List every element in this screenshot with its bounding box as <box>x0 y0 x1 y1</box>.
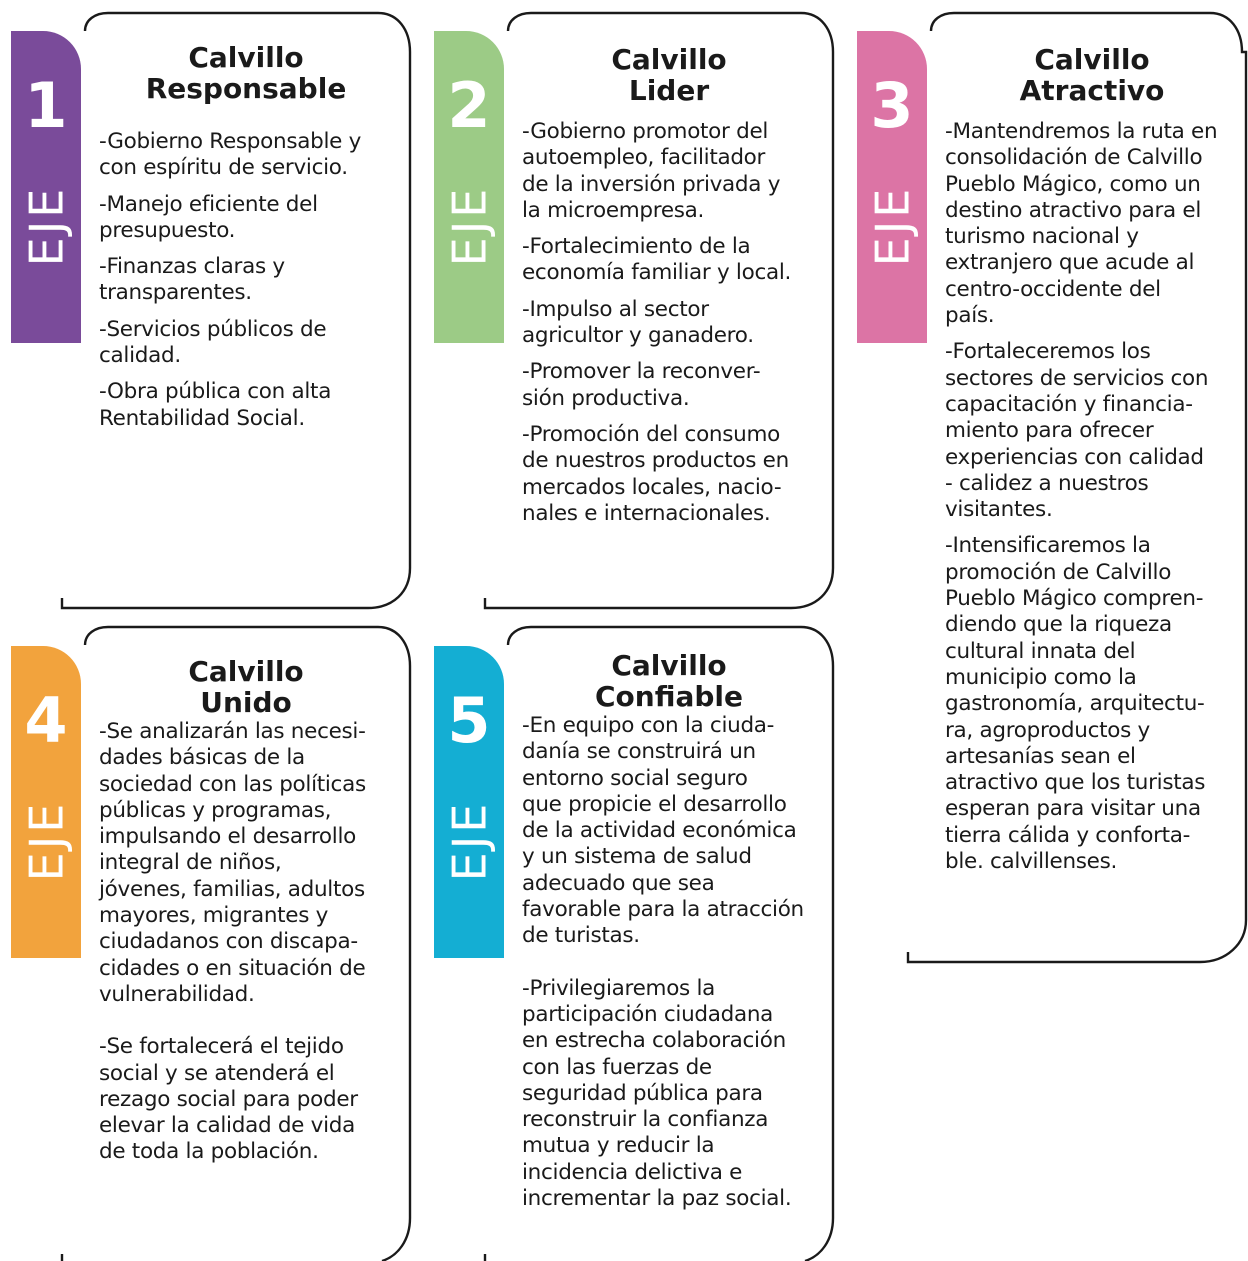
eje-body <box>522 713 827 1238</box>
eje-label: EJE <box>19 800 74 882</box>
eje-item: -Promoción del consumo de nuestros productos en mercados locales, nacio- nales e internacionales. <box>522 421 789 526</box>
eje-title: Calvillo Confiable <box>595 649 743 713</box>
eje-item: -Se fortalecerá el tejido social y se atenderá el rezago social para poder elevar la calidad de vida de toda la población. <box>99 1034 358 1165</box>
eje-item: -Intensificaremos la promoción de Calvillo Pueblo Mágico compren- diendo que la riqueza cultural innata del municipio como la gastronomía, arquitectu- ra, agroproductos y artesanías sean el atractivo que los turistas esperan para visitar una tierra cálida y conforta- ble. calvillenses. <box>945 533 1206 875</box>
eje-item: -Promover la reconver- sión productiva. <box>522 359 761 411</box>
eje-number: 3 <box>870 69 914 142</box>
eje-item: -Mantendremos la ruta en consolidación de Calvillo Pueblo Mágico, como un destino atractivo para el turismo nacional y extranjero que acude al centro-occidente del país. <box>945 119 1218 329</box>
eje-item: -Servicios públicos de calidad. <box>99 316 327 369</box>
eje-title: Calvillo Unido <box>188 655 304 719</box>
eje-label: EJE <box>19 185 74 267</box>
eje-number: 4 <box>24 684 68 757</box>
eje-item: -Impulso al sector agricultor y ganadero. <box>522 296 754 349</box>
eje-item: -Fortalecimiento de la economía familiar y local. <box>522 234 792 286</box>
eje-item: -Fortaleceremos los sectores de servicios con capacitación y financia- miento para ofrecer experiencias con calidad - calidez a nuestros visitantes. <box>945 339 1209 523</box>
eje-item: -En equipo con la ciuda- danía se construirá un entorno social seguro que propicie el desarrollo de la actividad económica y un sistema de salud adecuado que sea favorable para la atracción de turistas. <box>522 713 804 949</box>
eje-title: Calvillo Responsable <box>145 41 347 105</box>
eje-item: -Finanzas claras y transparentes. <box>99 254 285 306</box>
eje-item: -Gobierno Responsable y con espíritu de servicio. <box>99 129 361 181</box>
eje-label: EJE <box>865 185 920 267</box>
eje-item: -Privilegiaremos la participación ciudadana en estrecha colaboración con las fuerzas de seguridad pública para reconstruir la confianza mutua y reducir la incidencia delictiva e incrementar la paz social. <box>522 975 792 1212</box>
eje-title: Calvillo Lider <box>611 43 727 107</box>
eje-band-5 <box>434 646 504 958</box>
eje-item: -Se analizarán las necesi- dades básicas de la sociedad con las políticas públicas y programas, impulsando el desarrollo integral de niños, jóvenes, familias, adultos mayores, migrantes y ciudadanos con discapa- cidades o en situación de vulnerabilidad. <box>99 719 366 1007</box>
eje-number: 2 <box>447 69 491 142</box>
eje-title: Calvillo Atractivo <box>1019 43 1165 107</box>
eje-number: 5 <box>447 684 491 757</box>
eje-number: 1 <box>24 69 68 142</box>
eje-item: -Obra pública con alta Rentabilidad Social. <box>99 379 332 431</box>
eje-label: EJE <box>442 800 497 882</box>
eje-item: -Gobierno promotor del autoempleo, facilitador de la inversión privada y la microempresa. <box>522 119 781 223</box>
eje-label: EJE <box>442 185 497 267</box>
eje-item: -Manejo eficiente del presupuesto. <box>99 191 318 243</box>
